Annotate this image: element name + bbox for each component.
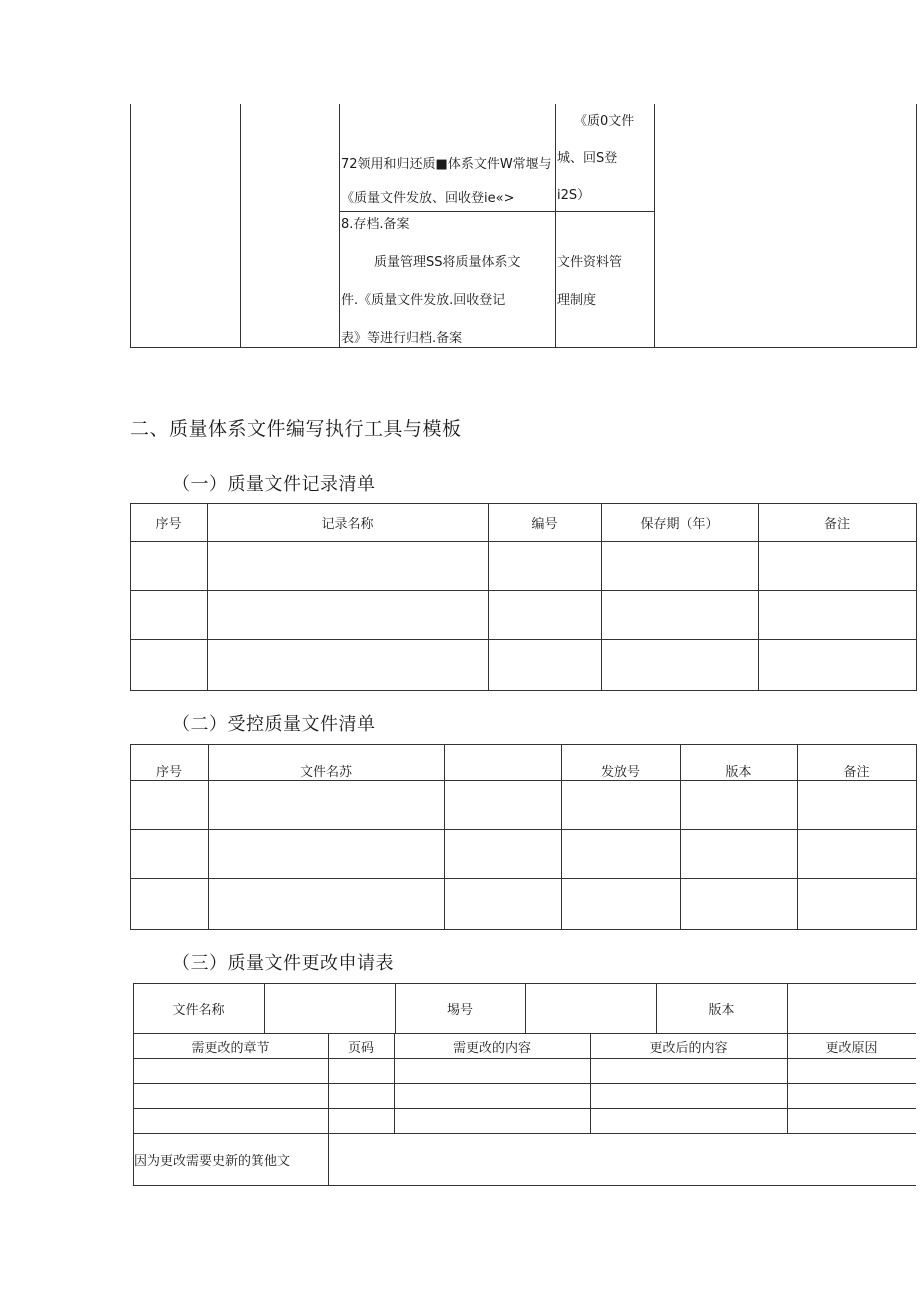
column-header: 备注	[823, 517, 850, 532]
table-border	[916, 503, 917, 691]
column-header: 序号	[155, 517, 182, 532]
table-border	[130, 690, 917, 691]
procedure-text-line: 72领用和归还质■体系文件W常堰与	[341, 157, 552, 172]
other-files-label: 因为更改需要史新的箕他文	[134, 1154, 291, 1169]
column-header: 需更改的内容	[452, 1040, 531, 1056]
column-header: 更改后的内容	[649, 1040, 728, 1056]
table-border	[130, 878, 917, 879]
table-border	[240, 104, 241, 348]
table-border	[130, 780, 917, 781]
column-header: 备注	[843, 764, 870, 780]
table-border	[916, 104, 917, 348]
column-header: 版本	[725, 764, 752, 780]
file-number-value	[525, 984, 656, 1033]
reference-text-line: 理制度	[557, 293, 597, 308]
table-border	[130, 104, 131, 348]
procedure-text-line: 质量管理SS将质量体系文	[374, 255, 521, 270]
table-border	[130, 541, 917, 542]
table-border	[133, 1058, 916, 1059]
reference-text-line: 《质0文件	[574, 114, 635, 129]
column-header: 保存期（年）	[640, 517, 719, 532]
column-header: 记录名称	[321, 517, 374, 532]
procedure-text-line: 《质量文件发放、回收登ie«>	[341, 191, 515, 206]
procedure-text-line: 8.存档.备案	[341, 217, 410, 232]
file-name-value	[264, 984, 395, 1033]
column-header: 文件名苏	[299, 764, 352, 780]
controlled-table-title: （二）受控质量文件清单	[172, 714, 376, 735]
table-border	[133, 1083, 916, 1084]
column-header: 需更改的章节	[191, 1040, 270, 1056]
table-border	[654, 104, 655, 348]
reference-text-line: 城、回S登	[557, 151, 618, 166]
table-border	[130, 639, 917, 640]
table-border	[339, 104, 340, 348]
column-header: 编号	[531, 517, 558, 532]
column-header: 页码	[347, 1040, 374, 1056]
table-border	[339, 211, 655, 212]
table-border	[130, 590, 917, 591]
section-title: 二、质量体系文件编写执行工具与模板	[130, 418, 462, 440]
column-header: 更改原因	[825, 1040, 878, 1056]
table-border	[130, 744, 917, 745]
file-name-label: 文件名称	[172, 1003, 225, 1018]
table-border	[130, 929, 917, 930]
file-number-label: 埸号	[446, 1003, 473, 1018]
table-border	[133, 1185, 916, 1186]
table-border	[916, 744, 917, 930]
table-border	[555, 104, 556, 348]
change-table-title: （三）质量文件更改申请表	[172, 953, 394, 974]
records-table-title: （一）质量文件记录清单	[172, 474, 376, 495]
procedure-text-line: 表》等进行归档.备案	[341, 331, 463, 346]
table-border	[130, 829, 917, 830]
column-header	[444, 760, 561, 780]
table-border	[133, 1108, 916, 1109]
procedure-text-line: 件.《质量文件发放.回收登记	[341, 293, 506, 308]
version-value	[787, 984, 916, 1033]
reference-text-line: i2S）	[557, 188, 591, 203]
column-header: 序号	[155, 764, 182, 780]
table-border	[130, 347, 917, 348]
reference-text-line: 文件资料管	[557, 255, 623, 270]
version-label: 版本	[708, 1003, 735, 1018]
column-header: 发放号	[600, 764, 640, 780]
